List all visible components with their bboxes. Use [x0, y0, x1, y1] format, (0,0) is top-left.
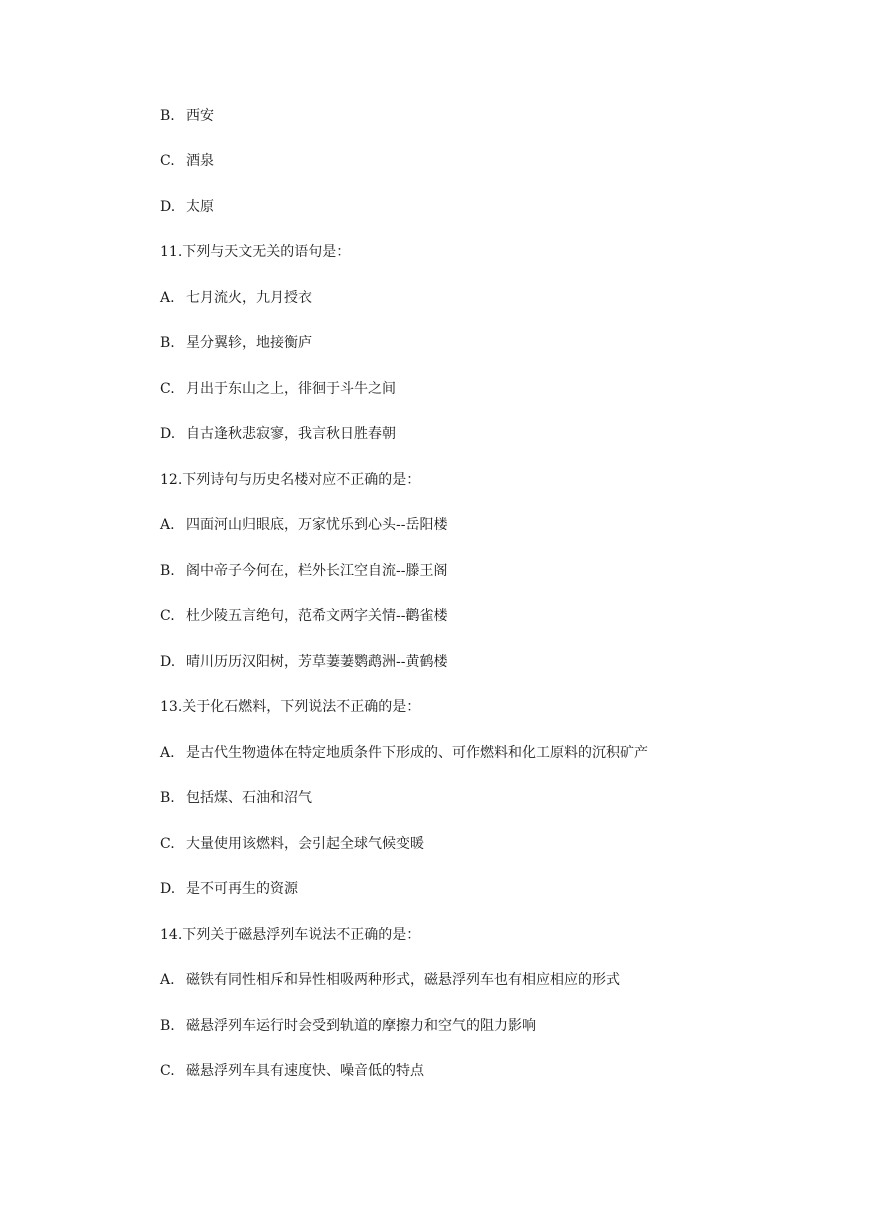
option-letter: B. — [160, 1018, 175, 1034]
option-10-c — [160, 152, 214, 170]
option-text: 星分翼轸，地接衡庐 — [186, 335, 312, 351]
option-13-a — [160, 744, 648, 762]
option-text: 包括煤、石油和沼气 — [186, 790, 312, 806]
option-11-b — [160, 334, 312, 352]
option-12-a — [160, 516, 447, 534]
option-letter: C. — [160, 836, 175, 852]
option-letter: A. — [160, 972, 175, 988]
option-letter: B. — [160, 335, 175, 351]
question-text: 12.下列诗句与历史名楼对应不正确的是： — [160, 472, 421, 488]
option-text: 杜少陵五言绝句，范希文两字关情--鹳雀楼 — [186, 608, 448, 624]
option-text: 太原 — [186, 199, 214, 215]
option-text: 磁悬浮列车具有速度快、噪音低的特点 — [186, 1063, 424, 1079]
question-text: 14.下列关于磁悬浮列车说法不正确的是： — [160, 927, 421, 943]
option-text: 大量使用该燃料，会引起全球气候变暖 — [186, 836, 424, 852]
question-text: 11.下列与天文无关的语句是： — [160, 244, 351, 260]
option-letter: D. — [160, 199, 176, 215]
option-letter: D. — [160, 426, 176, 442]
option-text: 四面河山归眼底，万家忧乐到心头--岳阳楼 — [186, 517, 448, 533]
option-11-c — [160, 380, 396, 398]
option-13-c — [160, 835, 424, 853]
option-text: 七月流火，九月授衣 — [186, 290, 312, 306]
option-14-c — [160, 1062, 424, 1080]
option-letter: A. — [160, 290, 175, 306]
option-10-b — [160, 107, 214, 125]
option-letter: D. — [160, 654, 176, 670]
option-12-c — [160, 607, 447, 625]
option-letter: D. — [160, 881, 176, 897]
option-text: 磁悬浮列车运行时会受到轨道的摩擦力和空气的阻力影响 — [186, 1018, 536, 1034]
option-text: 酒泉 — [186, 153, 214, 169]
option-text: 月出于东山之上，徘徊于斗牛之间 — [186, 381, 396, 397]
option-14-a — [160, 971, 620, 989]
question-13 — [160, 698, 420, 716]
option-letter: C. — [160, 153, 175, 169]
option-letter: C. — [160, 608, 175, 624]
option-13-d — [160, 880, 298, 898]
question-14 — [160, 926, 420, 944]
option-letter: B. — [160, 790, 175, 806]
option-10-d — [160, 198, 214, 216]
option-letter: B. — [160, 563, 175, 579]
question-11 — [160, 243, 350, 261]
option-11-d — [160, 425, 396, 443]
option-letter: B. — [160, 108, 175, 124]
option-letter: A. — [160, 517, 175, 533]
question-text: 13.关于化石燃料，下列说法不正确的是： — [160, 699, 421, 715]
option-text: 是不可再生的资源 — [186, 881, 298, 897]
option-text: 晴川历历汉阳树，芳草萋萋鹦鹉洲--黄鹤楼 — [186, 654, 448, 670]
question-12 — [160, 471, 420, 489]
option-11-a — [160, 289, 312, 307]
option-letter: C. — [160, 381, 175, 397]
option-text: 磁铁有同性相斥和异性相吸两种形式，磁悬浮列车也有相应相应的形式 — [186, 972, 620, 988]
option-12-d — [160, 653, 447, 671]
option-letter: A. — [160, 745, 175, 761]
option-12-b — [160, 562, 447, 580]
option-14-b — [160, 1017, 536, 1035]
option-text: 西安 — [186, 108, 214, 124]
option-text: 自古逢秋悲寂寥，我言秋日胜春朝 — [186, 426, 396, 442]
option-13-b — [160, 789, 312, 807]
option-text: 是古代生物遗体在特定地质条件下形成的、可作燃料和化工原料的沉积矿产 — [186, 745, 648, 761]
option-letter: C. — [160, 1063, 175, 1079]
option-text: 阁中帝子今何在，栏外长江空自流--滕王阁 — [186, 563, 448, 579]
